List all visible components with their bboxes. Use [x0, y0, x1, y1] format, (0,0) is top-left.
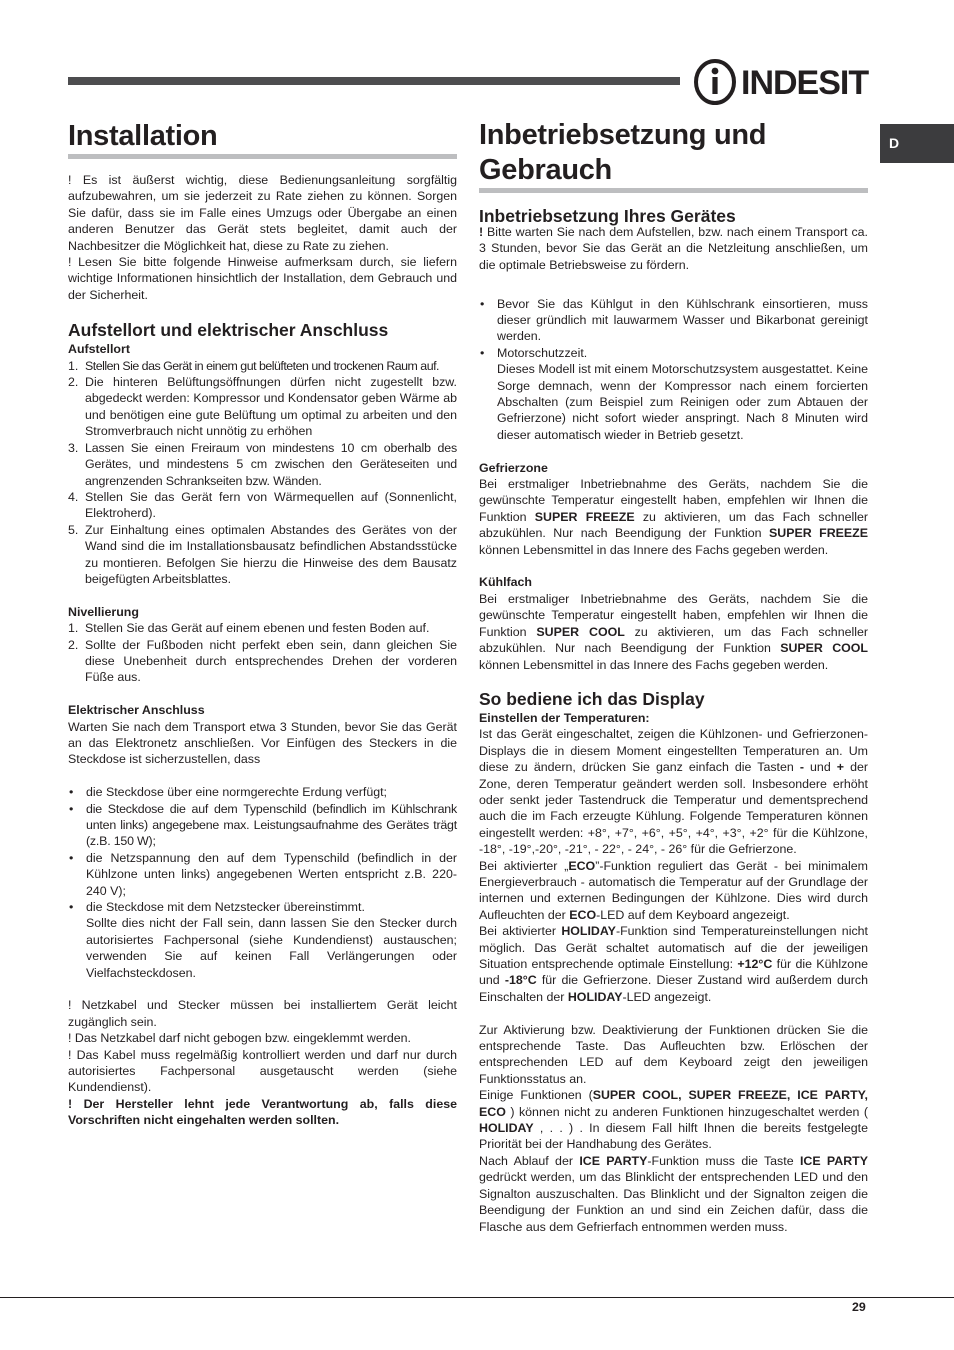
list-item: 1. Stellen Sie das Gerät auf einem ebenen und festen Boden auf.	[68, 621, 430, 636]
list-item: • Motorschutzzeit. Dieses Modell ist mit einem Motorschutzsystem ausgestattet. Keine Sorge demnach, wenn der Kompressor nach einem forcierten Abschalten (zum Beispiel zum Reinigen oder zum Abtauen der Gefrierzone) nicht sofort wieder anspringt. Nach 8 Minuten wird dieser automatisch wieder in Betrieb gesetzt.	[480, 345, 868, 442]
paragraph: Bei erstmaliger Inbetriebnahme des Geräts, nachdem Sie die gewünschte Temperatur eingestellt haben, empfehlen wir Ihnen die Funktion SUPER COOL zu aktivieren, um das Fach schneller abzukühlen. Nur nach Beendigung der Funktion SUPER COOL können Lebensmittel in das Innere des Fachs gegeben werden.	[479, 591, 868, 672]
brand-wordmark: INDESIT	[741, 64, 869, 102]
intro-paragraph: ! Lesen Sie bitte folgende Hinweise aufmerksam durch, sie liefern wichtige Informationen hinsichtlich der Installation, dem Gebrauch und der Sicherheit.	[68, 255, 457, 302]
list-item: • die Steckdose die auf dem Typenschild (befindlich im Kühlschrank unten links) angegebene max. Leistungsaufnahme des Gerätes trägt (z.B. 150 W);	[69, 801, 457, 849]
paragraph: ! Bitte warten Sie nach dem Aufstellen, bzw. nach einem Transport ca. 3 Stunden, bevor Sie das Gerät an die Netzleitung anschließen, um die optimale Betriebsweise zu fördern.	[479, 225, 868, 272]
subsection-title: Einstellen der Temperaturen:	[479, 710, 650, 725]
list-item-continuation: Sollte dies nicht der Fall sein, dann lassen Sie den Stecker durch autorisiertes Fachpersonal (siehe Kundendienst) austauschen; verwenden Sie auf keinen Fall Verlängerungen oder Vielfachsteckdosen.	[86, 916, 457, 980]
list-item: 1. Stellen Sie das Gerät in einem gut belüfteten und trockenen Raum auf.	[68, 358, 439, 373]
list-item: 2. Sollte der Fußboden nicht perfekt eben sein, dann gleichen Sie diese Unebenheit durch entsprechendes Drehen der vorderen Füße aus.	[68, 637, 457, 685]
list-item: 5. Zur Einhaltung eines optimalen Abstandes des Gerätes von der Wand sind die im Installationsbausatz befindlichen Abstandsstücke zu montieren. Befolgen Sie hierzu die Hinweise des dem Bausatz beigefügten Arbeitsblattes.	[68, 522, 457, 586]
paragraph: Nach Ablauf der ICE PARTY-Funktion muss die Taste ICE PARTY gedrückt werden, um das Blinklicht der entsprechenden LED und den Signalton auszuschalten. Das Blinklicht und der Signalton zeigen die Beendigung der Funktion an und sind ein Zeichen dafür, dass die Flasche aus dem Gefrierfach entnommen werden muss.	[479, 1153, 869, 1234]
note: ! Netzkabel und Stecker müssen bei installiertem Gerät leicht zugänglich sein.	[68, 998, 457, 1029]
header-rule	[68, 77, 680, 85]
subsection-title: Gefrierzone	[479, 460, 548, 475]
right-column	[479, 118, 868, 1235]
section-title: So bediene ich das Display	[479, 688, 705, 709]
subsection-title: Elektrischer Anschluss	[68, 703, 205, 718]
note: ! Das Netzkabel darf nicht gebogen bzw. eingeklemmt werden.	[68, 1031, 411, 1046]
list-item: 3. Lassen Sie einen Freiraum von mindestens 10 cm oberhalb des Gerätes, und mindestens 5 cm zwischen den Geräteseiten und angrenzenden Schrankseiten bzw. Wänden.	[68, 440, 457, 488]
footer-rule	[0, 1297, 954, 1298]
section-title: Aufstellort und elektrischer Anschluss	[68, 320, 389, 341]
brand-logo	[693, 58, 869, 106]
warning: ! Der Hersteller lehnt jede Verantwortung ab, falls diese Vorschriften nicht eingehalten werden sollten.	[68, 1096, 457, 1128]
paragraph: Bei aktivierter HOLIDAY-Funktion sind Temperatureinstellungen nicht möglich. Das Gerät schaltet automatisch auf die der jeweiligen Situation entsprechende optimale Einstellung: +12°C für die Kühlzone und -18°C für die Gefrierzone. Dieser Zustand wird außerdem durch Einschalten der HOLIDAY-LED angezeigt.	[479, 924, 868, 1004]
list-item-continuation: Dieses Modell ist mit einem Motorschutzsystem ausgestattet. Keine Sorge demnach, wenn der Kompressor nach einem forcierten Abschalten (zum Beispiel zum Reinigen oder zum Abtauen der Gefrierzone) nicht sofort wieder anspringt. Nach 8 Minuten wird dieser automatisch wieder in Betrieb gesetzt.	[497, 362, 868, 442]
intro-paragraph: ! Es ist äußerst wichtig, diese Bedienungsanleitung sorgfältig aufzubewahren, um sie jederzeit zu Rate ziehen zu können. Sorgen Sie dafür, dass sie im Falle eines Umzugs oder Übergabe an einen anderen Benutzer das Gerät stets begleitet, damit auch der Nachbesitzer die Möglichkeit hat, diese zu Rate zu ziehen.	[68, 173, 457, 253]
paragraph: Warten Sie nach dem Transport etwa 3 Stunden, bevor Sie das Gerät an das Elektronetz anschließen. Vor Einfügen des Steckers in die Steckdose ist sicherzustellen, dass	[68, 719, 457, 767]
subsection-title: Kühlfach	[479, 575, 533, 590]
nivellierung-list	[68, 620, 457, 686]
anschluss-list	[68, 784, 457, 981]
section-title: Inbetriebsetzung Ihres Gerätes	[479, 206, 736, 226]
list-item: 2. Die hinteren Belüftungsöffnungen dürfen nicht zugestellt bzw. abgedeckt werden: Kompressor und Kondensator geben Wärme ab und benötigen eine gute Belüftung um optimal zu arbeiten und den Stromverbrauch nicht unnötig zu erhöhen	[68, 375, 457, 439]
left-column	[68, 118, 457, 1129]
subsection-title: Aufstellort	[68, 342, 130, 357]
list-item: • die Netzspannung den auf dem Typenschild (befindlich in der Kühlzone unten links) angegebenen Werten entspricht z.B. 220-240 V);	[69, 850, 457, 898]
language-tab: D	[880, 124, 954, 163]
paragraph: Zur Aktivierung bzw. Deaktivierung der Funktionen drücken Sie die entsprechende Taste. Das Aufleuchten bzw. Erlöschen der entsprechenden LED auf dem Keyboard zeigt den jeweiligen Funktionsstatus an.	[479, 1022, 868, 1086]
aufstellort-list	[68, 358, 457, 588]
inbetriebsetzung-list	[479, 296, 868, 444]
paragraph: Einige Funktionen (SUPER COOL, SUPER FREEZE, ICE PARTY, ECO ) können nicht zu anderen Funktionen hinzugeschaltet werden ( HOLIDAY , . . ) . In diesem Fall hilft Ihnen die bereits festgelegte Priorität bei der Handhabung des Gerätes.	[479, 1088, 868, 1152]
paragraph: Bei aktivierter „ECO”-Funktion reguliert das Gerät - bei minimalem Energieverbrauch - automatisch die Temperatur auf der Grundlage der internen und externen Bedingungen der Kühlzone. Dies wird durch Aufleuchten der ECO-LED auf dem Keyboard angezeigt.	[479, 858, 868, 922]
list-item: • Bevor Sie das Kühlgut in den Kühlschrank einsortieren, muss dieser gründlich mit lauwarmem Wasser und Bikarbonat gereinigt werden.	[480, 296, 868, 344]
installation-title: Installation	[68, 119, 457, 159]
subsection-title: Nivellierung	[68, 604, 139, 619]
list-item: • die Steckdose mit dem Netzstecker übereinstimmt. Sollte dies nicht der Fall sein, dann lassen Sie den Stecker durch autorisiertes Fachpersonal (siehe Kundendienst) austauschen; verwenden Sie auf keinen Fall Verlängerungen oder Vielfachsteckdosen.	[69, 900, 457, 980]
list-item: 4. Stellen Sie das Gerät fern von Wärmequellen auf (Sonnenlicht, Elektroherd).	[68, 489, 457, 521]
page-number: 29	[852, 1300, 866, 1314]
list-item: • die Steckdose über eine normgerechte Erdung verfügt;	[69, 785, 387, 800]
paragraph: Bei erstmaliger Inbetriebnahme des Geräts, nachdem Sie die gewünschte Temperatur eingestellt haben, empfehlen wir Ihnen die Funktion SUPER FREEZE zu aktivieren, um das Fach schneller abzukühlen. Nur nach Beendigung der Funktion SUPER FREEZE können Lebensmittel in das Innere des Fachs gegeben werden.	[479, 477, 869, 557]
usage-title: Inbetriebsetzung und Gebrauch	[479, 118, 868, 193]
paragraph: Ist das Gerät eingeschaltet, zeigen die Kühlzonen- und Gefrierzonen-Displays die in diesem Moment eingestellten Temperaturen an. Um diese zu ändern, drücken Sie ganz einfach die Tasten - und + der Zone, deren Temperatur geändert werden soll. Insbesondere erhöht oder senkt jeder Tastendruck die Temperatur und dementsprechend auch die im Fach erzeugte Kühlung. Folgende Temperaturen können eingestellt werden: +8°, +7°, +6°, +5°, +4°, +3°, +2° für die Kühlzone, -18°, -19°,-20°, -21°, - 22°, - 24°, - 26° für die Gefrierzone.	[479, 727, 868, 857]
indesit-logo-icon	[693, 58, 739, 106]
note: ! Das Kabel muss regelmäßig kontrolliert werden und darf nur durch autorisiertes Fachpersonal ausgetauscht werden (siehe Kundendienst).	[68, 1047, 457, 1095]
